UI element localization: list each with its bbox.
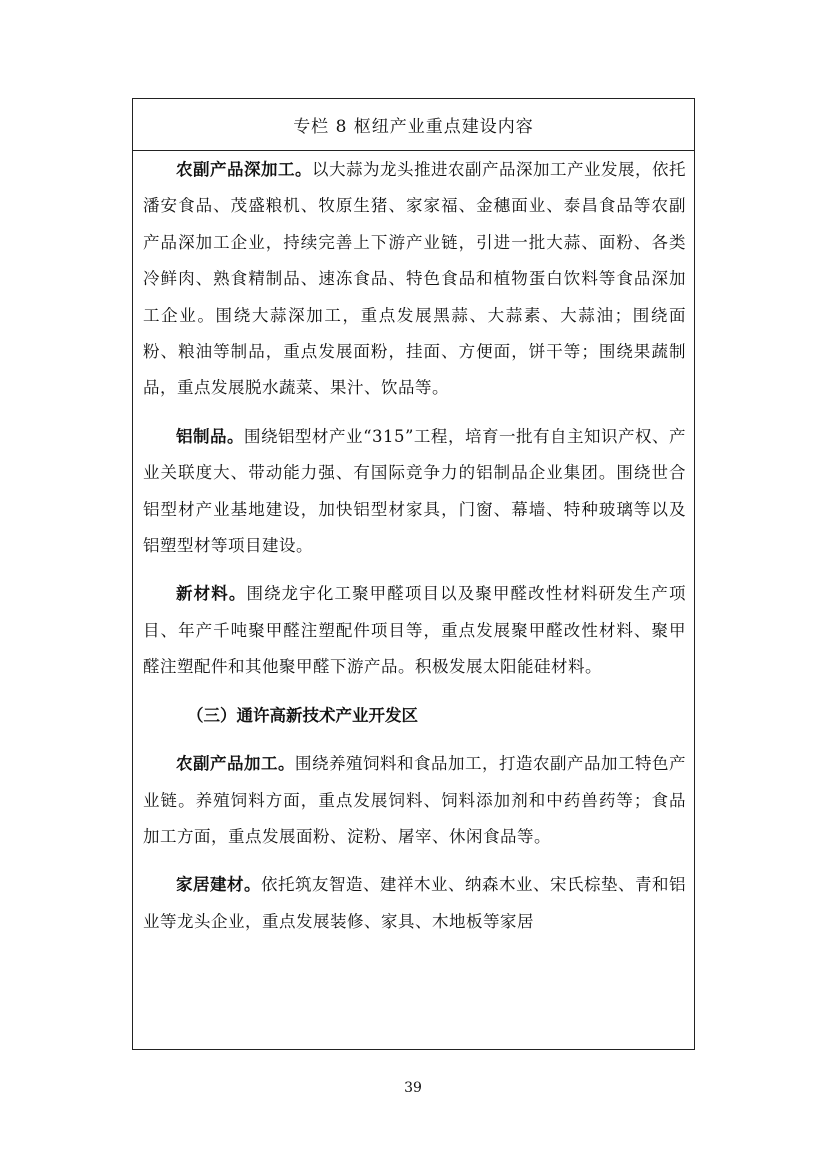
page-number: 39	[404, 1080, 422, 1096]
paragraph-text: 围绕养殖饲料和食品加工，打造农副产品加工特色产业链。养殖饲料方面，重点发展饲料、饲料添加剂和中药兽药等；食品加工方面，重点发展面粉、淀粉、屠宰、休闲食品等。	[143, 754, 686, 846]
paragraph-agri-processing	[143, 746, 686, 855]
paragraph-new-materials	[143, 576, 686, 685]
paragraph-lead: 新材料。	[176, 584, 247, 604]
paragraph-aluminum-products	[143, 419, 686, 565]
paragraph-lead: 农副产品深加工。	[176, 160, 312, 179]
paragraph-text: 以大蒜为龙头推进农副产品深加工产业发展，依托潘安食品、茂盛粮机、牧原生猪、家家福、金穗面业、泰昌食品等农副产品深加工企业，持续完善上下游产业链，引进一批大蒜、面粉、各类冷鲜肉、熟食精制品、速冻食品、特色食品和植物蛋白饮料等食品深加工企业。围绕大蒜深加工，重点发展黑蒜、大蒜素、大蒜油；围绕面粉、粮油等制品，重点发展面粉，挂面、方便面，饼干等；围绕果蔬制品，重点发展脱水蔬菜、果汁、饮品等。	[143, 160, 686, 398]
paragraph-lead: 铝制品。	[176, 426, 245, 446]
feature-box	[132, 98, 695, 1050]
paragraph-text: 围绕龙宇化工聚甲醛项目以及聚甲醛改性材料研发生产项目、年产千吨聚甲醛注塑配件项目等，重点发展聚甲醛改性材料、聚甲醛注塑配件和其他聚甲醛下游产品。积极发展太阳能硅材料。	[143, 584, 687, 677]
box-body	[133, 151, 694, 940]
paragraph-lead: 农副产品加工。	[176, 754, 295, 774]
paragraph-text: 依托筑友智造、建祥木业、纳森木业、宋氏棕垫、青和铝业等龙头企业，重点发展装修、家具、木地板等家居	[143, 875, 686, 931]
box-title: 专栏 8 枢纽产业重点建设内容	[133, 99, 694, 151]
section-subheading: （三）通许高新技术产业开发区	[187, 705, 418, 725]
paragraph-lead: 家居建材。	[176, 875, 261, 895]
paragraph-text: 围绕铝型材产业“315”工程，培育一批有自主知识产权、产业关联度大、带动能力强、有国际竞争力的铝制品企业集团。围绕世合铝型材产业基地建设，加快铝型材家具，门窗、幕墙、特种玻璃等以及铝塑型材等项目建设。	[143, 426, 687, 556]
paragraph-agri-deep-processing	[143, 152, 686, 407]
paragraph-home-building-materials	[143, 867, 686, 940]
